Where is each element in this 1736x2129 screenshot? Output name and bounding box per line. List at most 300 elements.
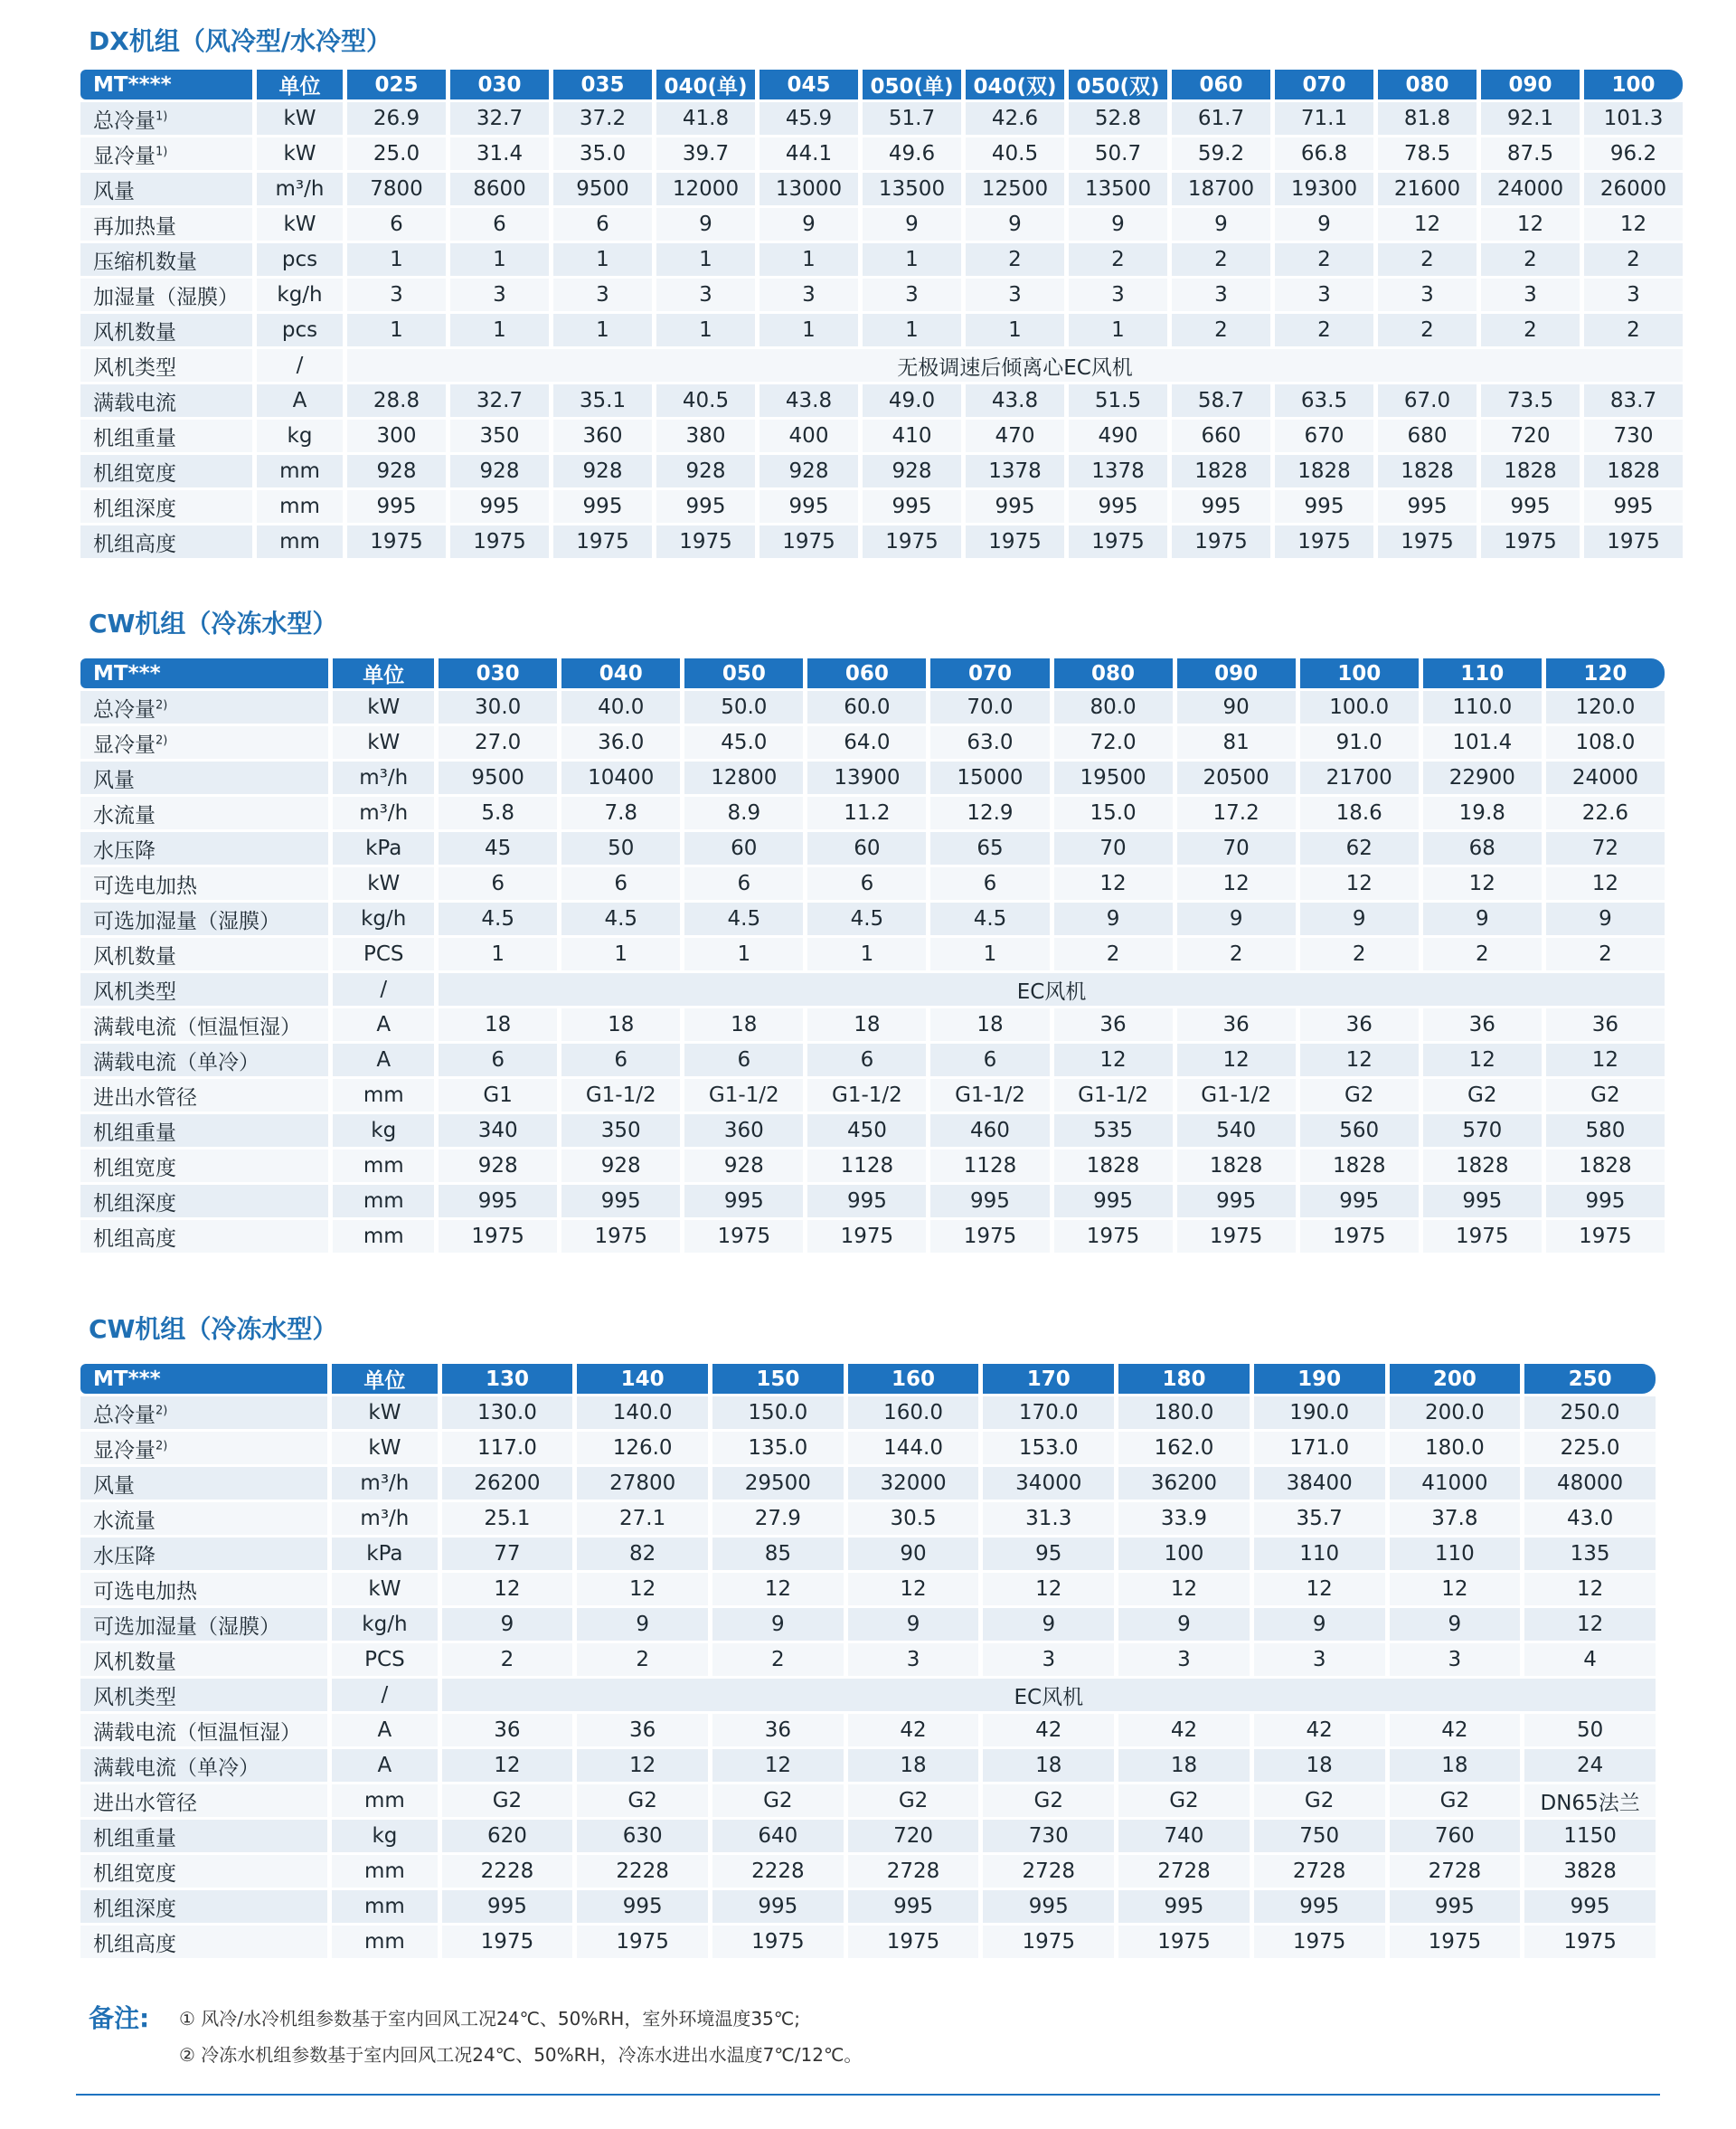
value-cell: 1828 [1584, 455, 1683, 487]
value-cell: 928 [553, 455, 652, 487]
value-cell: 18 [807, 1008, 926, 1041]
value-cell: 38400 [1254, 1467, 1385, 1500]
value-cell: 100 [1118, 1538, 1250, 1570]
row-label-text: 可选电加热 [93, 1579, 197, 1604]
row-label-text: 机组宽度 [93, 1861, 176, 1886]
value-cell: 42.6 [966, 102, 1064, 135]
value-cell: 18700 [1172, 173, 1270, 205]
model-column-header: 080 [1378, 70, 1477, 99]
value-cell: 42 [983, 1714, 1114, 1746]
value-cell: 720 [848, 1820, 979, 1852]
value-cell: 995 [1118, 1890, 1250, 1923]
table-row [80, 1008, 1665, 1041]
value-cell: 1 [1069, 314, 1167, 346]
value-cell: 350 [450, 420, 549, 452]
value-cell: 4 [1524, 1643, 1656, 1676]
value-cell: 1975 [450, 525, 549, 558]
value-cell: 6 [684, 867, 803, 900]
unit-cell: A [257, 384, 343, 417]
value-cell: 9 [1546, 903, 1665, 935]
value-cell: 9 [577, 1608, 708, 1641]
value-cell: 12 [1177, 1044, 1296, 1076]
value-cell: 24000 [1546, 762, 1665, 794]
row-label-text: 可选加湿量（湿膜） [93, 909, 280, 933]
model-column-header: 100 [1300, 658, 1419, 688]
value-cell: 9 [760, 208, 858, 241]
footnote-mark: 2) [156, 733, 168, 747]
table-row [80, 867, 1665, 900]
value-cell: 1828 [1177, 1150, 1296, 1182]
row-label-text: 水压降 [93, 1544, 156, 1568]
merged-value-cell: EC风机 [442, 1679, 1656, 1711]
value-cell: 1975 [442, 1926, 573, 1958]
row-label [80, 490, 252, 523]
value-cell: 22.6 [1546, 797, 1665, 829]
value-cell: 995 [807, 1185, 926, 1217]
value-cell: 18 [1118, 1749, 1250, 1782]
value-cell: 90 [848, 1538, 979, 1570]
value-cell: 6 [561, 1044, 680, 1076]
value-cell: 36 [1177, 1008, 1296, 1041]
value-cell: 6 [439, 1044, 557, 1076]
unit-cell: PCS [332, 1643, 437, 1676]
value-cell: 6 [347, 208, 446, 241]
value-cell: 2 [577, 1643, 708, 1676]
unit-cell: mm [333, 1150, 434, 1182]
value-cell: 2728 [983, 1855, 1114, 1888]
value-cell: 12 [1546, 1044, 1665, 1076]
value-cell: 1 [656, 314, 755, 346]
value-cell: 1975 [347, 525, 446, 558]
spec-table-dx [76, 67, 1687, 561]
value-cell: 995 [553, 490, 652, 523]
value-cell: 19500 [1054, 762, 1173, 794]
model-column-header: 050 [684, 658, 803, 688]
row-label [80, 279, 252, 311]
value-cell: 490 [1069, 420, 1167, 452]
row-label-text: 风量 [93, 179, 135, 203]
row-label-text: 水压降 [93, 838, 156, 863]
value-cell: 1975 [1481, 525, 1580, 558]
value-cell: 73.5 [1481, 384, 1580, 417]
value-cell: 9 [1254, 1608, 1385, 1641]
value-cell: 2 [1069, 243, 1167, 276]
value-cell: 135 [1524, 1538, 1656, 1570]
unit-cell: kW [257, 137, 343, 170]
row-label-text: 机组深度 [93, 1191, 176, 1216]
footnote-mark: 2) [156, 697, 168, 712]
value-cell: 450 [807, 1114, 926, 1147]
value-cell: 9 [966, 208, 1064, 241]
unit-cell: pcs [257, 243, 343, 276]
value-cell: 995 [1546, 1185, 1665, 1217]
value-cell: 49.0 [863, 384, 961, 417]
value-cell: 34000 [983, 1467, 1114, 1500]
value-cell: 928 [863, 455, 961, 487]
value-cell: 1 [863, 314, 961, 346]
value-cell: 1975 [1054, 1220, 1173, 1253]
value-cell: 12500 [966, 173, 1064, 205]
value-cell: 26000 [1584, 173, 1683, 205]
value-cell: 35.0 [553, 137, 652, 170]
value-cell: 140.0 [577, 1396, 708, 1429]
value-cell: 740 [1118, 1820, 1250, 1852]
value-cell: G1-1/2 [930, 1079, 1049, 1112]
value-cell: G2 [442, 1784, 573, 1817]
table-row [80, 349, 1683, 382]
value-cell: 3 [1069, 279, 1167, 311]
value-cell: 45.9 [760, 102, 858, 135]
value-cell: 31.3 [983, 1502, 1114, 1535]
value-cell: 2 [442, 1643, 573, 1676]
row-label-text: 机组深度 [93, 1897, 176, 1921]
unit-cell: kW [333, 726, 434, 759]
value-cell: 91.0 [1300, 726, 1419, 759]
value-cell: 1 [684, 938, 803, 970]
value-cell: 95 [983, 1538, 1114, 1570]
table-row [80, 726, 1665, 759]
model-column-header: 090 [1177, 658, 1296, 688]
table-row [80, 1573, 1656, 1605]
value-cell: 26200 [442, 1467, 573, 1500]
value-cell: 162.0 [1118, 1432, 1250, 1464]
value-cell: 9 [1054, 903, 1173, 935]
value-cell: 1828 [1546, 1150, 1665, 1182]
value-cell: G2 [1254, 1784, 1385, 1817]
value-cell: 36.0 [561, 726, 680, 759]
value-cell: 39.7 [656, 137, 755, 170]
value-cell: 171.0 [1254, 1432, 1385, 1464]
value-cell: 36200 [1118, 1467, 1250, 1500]
value-cell: 2228 [712, 1855, 844, 1888]
value-cell: 190.0 [1254, 1396, 1385, 1429]
row-label-text: 显冷量 [93, 733, 156, 757]
value-cell: 50.7 [1069, 137, 1167, 170]
model-column-header: 120 [1546, 658, 1665, 688]
row-label-text: 总冷量 [93, 1403, 156, 1427]
row-label-text: 机组高度 [93, 1226, 176, 1251]
value-cell: 65 [930, 832, 1049, 865]
value-cell: 1975 [561, 1220, 680, 1253]
unit-cell: mm [333, 1220, 434, 1253]
value-cell: 2728 [1254, 1855, 1385, 1888]
table-row [80, 1396, 1656, 1429]
model-column-header: 130 [442, 1364, 573, 1394]
value-cell: 995 [1390, 1890, 1521, 1923]
value-cell: 995 [1254, 1890, 1385, 1923]
value-cell: 1828 [1378, 455, 1477, 487]
footnote-mark: 1) [156, 144, 168, 158]
row-label [80, 173, 252, 205]
row-label-text: 风机数量 [93, 1650, 176, 1674]
value-cell: 130.0 [442, 1396, 573, 1429]
value-cell: 730 [983, 1820, 1114, 1852]
value-cell: 12 [712, 1749, 844, 1782]
row-label [80, 903, 328, 935]
value-cell: G2 [1300, 1079, 1419, 1112]
value-cell: 1975 [1584, 525, 1683, 558]
value-cell: G1-1/2 [561, 1079, 680, 1112]
row-label-text: 风机类型 [93, 355, 176, 380]
value-cell: 1975 [656, 525, 755, 558]
unit-cell: kW [333, 867, 434, 900]
value-cell: 928 [347, 455, 446, 487]
row-label-text: 风机数量 [93, 320, 176, 345]
value-cell: 12 [848, 1573, 979, 1605]
table-row [80, 1749, 1656, 1782]
value-cell: 2 [1054, 938, 1173, 970]
unit-header: 单位 [257, 70, 343, 99]
unit-cell: A [332, 1749, 437, 1782]
value-cell: 2728 [1118, 1855, 1250, 1888]
value-cell: 1828 [1172, 455, 1270, 487]
row-label [80, 1150, 328, 1182]
value-cell: 72.0 [1054, 726, 1173, 759]
value-cell: 4.5 [561, 903, 680, 935]
value-cell: 4.5 [930, 903, 1049, 935]
value-cell: 13500 [863, 173, 961, 205]
value-cell: 42 [1390, 1714, 1521, 1746]
value-cell: 18 [1254, 1749, 1385, 1782]
unit-cell: kg [257, 420, 343, 452]
table-row [80, 903, 1665, 935]
unit-cell: m³/h [333, 797, 434, 829]
model-column-header: 050(双) [1069, 70, 1167, 99]
model-column-header: 030 [450, 70, 549, 99]
model-column-header: 060 [807, 658, 926, 688]
value-cell: 1975 [1254, 1926, 1385, 1958]
value-cell: 1828 [1300, 1150, 1419, 1182]
value-cell: 170.0 [983, 1396, 1114, 1429]
value-cell: 6 [684, 1044, 803, 1076]
table-row [80, 1502, 1656, 1535]
table-row [80, 1608, 1656, 1641]
value-cell: 9 [442, 1608, 573, 1641]
value-cell: 1 [966, 314, 1064, 346]
value-cell: 11.2 [807, 797, 926, 829]
value-cell: 25.0 [347, 137, 446, 170]
value-cell: 1975 [577, 1926, 708, 1958]
value-cell: 7.8 [561, 797, 680, 829]
table-row [80, 973, 1665, 1006]
value-cell: 110 [1390, 1538, 1521, 1570]
value-cell: 40.5 [966, 137, 1064, 170]
value-cell: 3 [1172, 279, 1270, 311]
value-cell: 2728 [1390, 1855, 1521, 1888]
value-cell: 3 [1390, 1643, 1521, 1676]
value-cell: 995 [1524, 1890, 1656, 1923]
unit-cell: kPa [332, 1538, 437, 1570]
value-cell: 620 [442, 1820, 573, 1852]
table-row [80, 525, 1683, 558]
value-cell: 995 [1275, 490, 1373, 523]
row-label [80, 867, 328, 900]
value-cell: 1128 [807, 1150, 926, 1182]
value-cell: 3 [656, 279, 755, 311]
unit-cell: mm [257, 455, 343, 487]
value-cell: 1975 [966, 525, 1064, 558]
value-cell: 2 [1584, 243, 1683, 276]
unit-header: 单位 [332, 1364, 437, 1394]
row-label [80, 243, 252, 276]
value-cell: 995 [439, 1185, 557, 1217]
row-label [80, 1220, 328, 1253]
value-cell: 18 [439, 1008, 557, 1041]
value-cell: 1975 [1177, 1220, 1296, 1253]
value-cell: 41.8 [656, 102, 755, 135]
row-label-text: 水流量 [93, 803, 156, 828]
value-cell: 87.5 [1481, 137, 1580, 170]
value-cell: 1128 [930, 1150, 1049, 1182]
value-cell: 43.8 [760, 384, 858, 417]
model-column-header: 170 [983, 1364, 1114, 1394]
model-column-header: 040(单) [656, 70, 755, 99]
model-column-header: 110 [1423, 658, 1542, 688]
row-label [80, 1573, 327, 1605]
value-cell: 12 [1300, 1044, 1419, 1076]
value-cell: 101.4 [1423, 726, 1542, 759]
row-label-text: 可选电加热 [93, 874, 197, 898]
table-row [80, 1044, 1665, 1076]
value-cell: 81.8 [1378, 102, 1477, 135]
row-label [80, 762, 328, 794]
model-column-header: 050(单) [863, 70, 961, 99]
value-cell: 995 [1300, 1185, 1419, 1217]
value-cell: G1-1/2 [684, 1079, 803, 1112]
notes-label: 备注: [89, 2003, 150, 2033]
value-cell: 225.0 [1524, 1432, 1656, 1464]
table-row [80, 173, 1683, 205]
value-cell: 750 [1254, 1820, 1385, 1852]
unit-cell: / [332, 1679, 437, 1711]
value-cell: 101.3 [1584, 102, 1683, 135]
value-cell: 1975 [1390, 1926, 1521, 1958]
value-cell: 36 [1054, 1008, 1173, 1041]
value-cell: 1 [561, 938, 680, 970]
value-cell: 22900 [1423, 762, 1542, 794]
value-cell: 60 [684, 832, 803, 865]
merged-value-cell: EC风机 [439, 973, 1665, 1006]
value-cell: 995 [1054, 1185, 1173, 1217]
value-cell: 760 [1390, 1820, 1521, 1852]
value-cell: 62 [1300, 832, 1419, 865]
model-header: MT*** [80, 658, 328, 688]
unit-cell: kW [333, 691, 434, 724]
row-label [80, 726, 328, 759]
value-cell: 18 [1390, 1749, 1521, 1782]
value-cell: 43.0 [1524, 1502, 1656, 1535]
value-cell: 1975 [1118, 1926, 1250, 1958]
value-cell: 12 [1390, 1573, 1521, 1605]
unit-cell: pcs [257, 314, 343, 346]
value-cell: 535 [1054, 1114, 1173, 1147]
value-cell: 4.5 [439, 903, 557, 935]
value-cell: 18 [848, 1749, 979, 1782]
value-cell: 9 [656, 208, 755, 241]
value-cell: 3 [966, 279, 1064, 311]
value-cell: 51.5 [1069, 384, 1167, 417]
value-cell: 33.9 [1118, 1502, 1250, 1535]
value-cell: 730 [1584, 420, 1683, 452]
value-cell: 1975 [848, 1926, 979, 1958]
value-cell: 12000 [656, 173, 755, 205]
value-cell: 995 [760, 490, 858, 523]
value-cell: 995 [966, 490, 1064, 523]
row-label-text: 总冷量 [93, 109, 156, 133]
row-label [80, 384, 252, 417]
row-label [80, 525, 252, 558]
value-cell: 7800 [347, 173, 446, 205]
value-cell: 41000 [1390, 1467, 1521, 1500]
value-cell: 3 [1254, 1643, 1385, 1676]
table-row [80, 1114, 1665, 1147]
value-cell: 410 [863, 420, 961, 452]
value-cell: 6 [450, 208, 549, 241]
value-cell: 15.0 [1054, 797, 1173, 829]
value-cell: 2 [1172, 314, 1270, 346]
value-cell: 82 [577, 1538, 708, 1570]
value-cell: 27800 [577, 1467, 708, 1500]
value-cell: 1975 [712, 1926, 844, 1958]
unit-cell: kW [257, 208, 343, 241]
row-label-text: 机组重量 [93, 426, 176, 450]
row-label [80, 1079, 328, 1112]
value-cell: 37.2 [553, 102, 652, 135]
value-cell: 5.8 [439, 797, 557, 829]
model-column-header: 150 [712, 1364, 844, 1394]
value-cell: 1975 [807, 1220, 926, 1253]
value-cell: 350 [561, 1114, 680, 1147]
unit-cell: kg/h [257, 279, 343, 311]
value-cell: 50.0 [684, 691, 803, 724]
table-row [80, 1538, 1656, 1570]
value-cell: 360 [553, 420, 652, 452]
value-cell: 995 [684, 1185, 803, 1217]
spec-table-cw-1 [76, 656, 1669, 1255]
unit-cell: m³/h [333, 762, 434, 794]
value-cell: 12 [1177, 867, 1296, 900]
value-cell: 1 [656, 243, 755, 276]
value-cell: 9 [848, 1608, 979, 1641]
value-cell: 460 [930, 1114, 1049, 1147]
value-cell: 2 [1300, 938, 1419, 970]
unit-cell: mm [332, 1855, 437, 1888]
model-column-header: 160 [848, 1364, 979, 1394]
value-cell: 18 [684, 1008, 803, 1041]
model-header: MT**** [80, 70, 252, 99]
value-cell: 1378 [1069, 455, 1167, 487]
row-label [80, 1467, 327, 1500]
model-column-header: 035 [553, 70, 652, 99]
value-cell: 1975 [684, 1220, 803, 1253]
model-column-header: 140 [577, 1364, 708, 1394]
value-cell: 2 [1177, 938, 1296, 970]
row-label-text: 机组重量 [93, 1121, 176, 1145]
table-row [80, 420, 1683, 452]
footer-rule [76, 2094, 1660, 2096]
footnote-mark: 2) [156, 1438, 168, 1452]
value-cell: 12 [712, 1573, 844, 1605]
row-label-text: 风量 [93, 1473, 135, 1498]
value-cell: G2 [983, 1784, 1114, 1817]
model-column-header: 090 [1481, 70, 1580, 99]
value-cell: 3 [1378, 279, 1477, 311]
value-cell: 70 [1054, 832, 1173, 865]
value-cell: 52.8 [1069, 102, 1167, 135]
row-label-text: 压缩机数量 [93, 250, 197, 274]
row-label [80, 1185, 328, 1217]
table-row [80, 1150, 1665, 1182]
